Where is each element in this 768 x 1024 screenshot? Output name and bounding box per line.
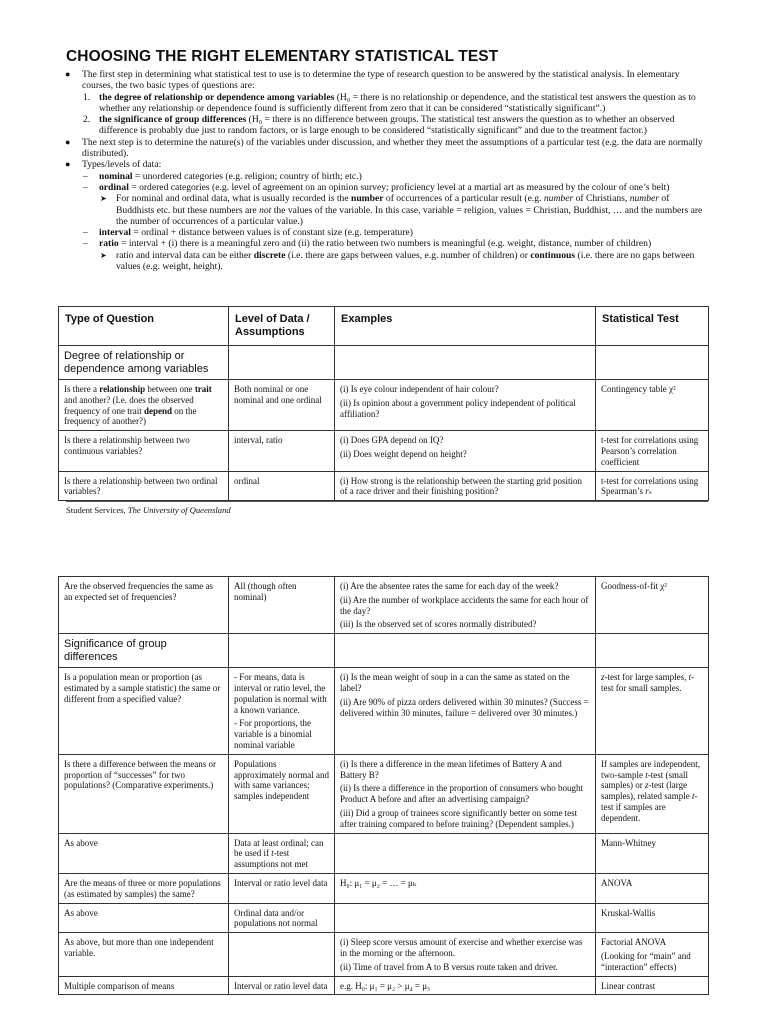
note-text: of Christians, — [573, 193, 630, 205]
dash-icon: – — [83, 181, 88, 193]
bullet-icon: ● — [65, 159, 71, 170]
cell-bold: depend — [143, 405, 172, 416]
example-text: (i) Sleep score versus amount of exercise and whether exercise was in the morning or the afternoon. — [340, 937, 583, 958]
data-type-term: ordinal — [99, 181, 129, 193]
arrow-right-icon: ➤ — [100, 194, 107, 204]
question-type-bold: the significance of group differences — [99, 114, 247, 126]
cell-text: on the frequency of another?) — [64, 405, 197, 427]
data-type-definition: = ordered categories (e.g. level of agreement on an opinion survey; proficiency level at a martial art as measured by the colour of one’s belt) — [128, 181, 670, 193]
data-type-definition: = ordinal + distance between values is of constant size (e.g. temperature) — [130, 227, 413, 239]
note-italic: not — [259, 204, 272, 216]
header-level-of-data: Level of Data / Assumptions — [229, 307, 335, 346]
level-cell — [229, 833, 335, 873]
empty-cell — [596, 634, 709, 668]
table-row — [59, 668, 709, 755]
bullet-text: Types/levels of data: — [82, 159, 162, 171]
empty-cell — [335, 833, 596, 873]
examples-cell — [335, 668, 596, 755]
data-type-nominal — [62, 171, 710, 182]
table-row — [59, 903, 709, 933]
data-type-ratio — [62, 238, 710, 249]
header-statistical-test: Statistical Test — [596, 307, 709, 346]
examples-cell — [335, 380, 596, 431]
examples-cell: H₀: μ₁ = μ₂ = … = μₖ — [335, 873, 596, 903]
test-cell — [596, 933, 709, 976]
data-type-term: nominal — [99, 170, 133, 182]
question-cell: Are the observed frequencies the same as an expected set of frequencies? — [59, 577, 229, 634]
cell-text: -test if samples are dependent. — [601, 791, 698, 823]
cell-bold: trait — [194, 384, 212, 394]
example-text: (iii) Is the observed set of scores normally distributed? — [340, 619, 537, 630]
test-cell: Kruskal-Wallis — [596, 903, 709, 933]
question-cell: Multiple comparison of means — [59, 976, 229, 995]
empty-cell — [335, 346, 596, 380]
cell-text: -test for small samples. — [601, 672, 695, 693]
test-cell — [596, 668, 709, 755]
empty-cell — [229, 634, 335, 668]
level-cell — [229, 668, 335, 755]
section-heading: Degree of relationship or dependence among variables — [59, 346, 229, 380]
level-cell: interval, ratio — [229, 431, 335, 471]
bullet-text: The next step is to determine the nature(s) of the variables under discussion, and whether they meet the assumptions of a particular test (e.g. the data are normally distributed). — [82, 136, 703, 160]
footer-university: The University of Queensland — [127, 505, 231, 515]
level-cell: Interval or ratio level data — [229, 976, 335, 995]
examples-cell: e.g. H₀: μ₁ = μ₂ > μ₄ = μ₅ — [335, 976, 596, 995]
cell-text: -test assumptions not met — [234, 848, 308, 870]
note-text: For nominal and ordinal data, what is usually recorded is the — [116, 193, 351, 205]
level-cell: Interval or ratio level data — [229, 873, 335, 903]
cell-italic: t — [271, 848, 274, 859]
note-text: the values of the variable. In this case, variable = religion, values = Christian, Buddhist, … and the numbers are the number of occurrences of a particular value.) — [116, 204, 703, 227]
document-title: CHOOSING THE RIGHT ELEMENTARY STATISTICAL TEST — [66, 48, 499, 65]
example-text: (i) Are the absentee rates the same for each day of the week? — [340, 581, 559, 591]
example-text: (ii) Is there a difference in the proportion of consumers who bought Product A before and after an advertising campaign? — [340, 783, 584, 805]
cell-italic: z — [601, 672, 605, 683]
example-text: (i) Does GPA depend on IQ? — [340, 435, 444, 446]
cell-italic: z — [645, 780, 649, 791]
cell-bold: relationship — [99, 384, 146, 394]
dash-icon: – — [83, 227, 88, 239]
level-text: - For proportions, the variable is a binomial nominal variable — [234, 718, 312, 750]
level-cell: Both nominal or one nominal and one ordinal — [229, 380, 335, 431]
statistical-tests-table-1 — [58, 306, 709, 501]
examples-cell — [335, 431, 596, 471]
test-cell: t-test for correlations using Pearson’s correlation coefficient — [596, 431, 709, 471]
cell-text: -test (large samples), related sample — [601, 780, 692, 802]
question-cell: Are the means of three or more populations (as estimated by samples) the same? — [59, 873, 229, 903]
cell-text: -test for large samples, — [604, 672, 689, 683]
cell-text: (Looking for “main” and “interaction” effects) — [601, 950, 691, 972]
dash-icon: – — [83, 238, 88, 250]
cell-text: t-test for correlations using Spearman’s — [601, 475, 699, 497]
question-cell: Is a population mean or proportion (as estimated by a sample statistic) the same or different from a specified value? — [59, 668, 229, 755]
statistical-tests-table-2 — [58, 576, 709, 995]
note-bold: number — [351, 193, 384, 205]
table-row — [59, 431, 709, 471]
list-number: 2. — [83, 114, 91, 126]
bullet-text: The first step in determining what statistical test to use is to determine the type of research question to be answered by the statistical analysis. In elementary courses, the two basic types of questions are: — [82, 69, 680, 92]
note-bold: discrete — [253, 249, 286, 261]
question-type-2 — [62, 114, 710, 137]
question-cell: As above, but more than one independent variable. — [59, 933, 229, 976]
test-cell — [596, 471, 709, 501]
header-examples: Examples — [335, 307, 596, 346]
question-cell: Is there a difference between the means or proportion of “successes” for two populations? (Comparative experiments.) — [59, 754, 229, 833]
section-heading: Significance of group differences — [59, 634, 229, 668]
question-cell: Is there a relationship between two continuous variables? — [59, 431, 229, 471]
question-cell: As above — [59, 833, 229, 873]
table-row — [59, 976, 709, 995]
table-row — [59, 471, 709, 501]
example-text: (iii) Did a group of trainees score significantly better on some test after training compared to before training? (Dependent samples.) — [340, 807, 578, 829]
test-cell: Mann-Whitney — [596, 833, 709, 873]
question-cell: Is there a relationship between two ordinal variables? — [59, 471, 229, 501]
test-cell — [596, 754, 709, 833]
cell-text: Data at least ordinal; can be used if — [234, 837, 324, 859]
example-text: (ii) Are the number of workplace accidents the same for each hour of the day? — [340, 594, 589, 616]
question-cell: As above — [59, 903, 229, 933]
note-text: (i.e. there are gaps between values, e.g. number of children) or — [285, 249, 531, 261]
data-type-term: ratio — [99, 238, 119, 250]
examples-cell: (i) How strong is the relationship between the starting grid position of a race driver and their finishing position? — [335, 471, 596, 501]
header-type-of-question: Type of Question — [59, 307, 229, 346]
cell-text: -test (small samples) or — [601, 769, 689, 791]
arrow-right-icon: ➤ — [100, 250, 107, 260]
empty-cell — [229, 346, 335, 380]
examples-cell — [335, 754, 596, 833]
cell-text: and another? (I.e. does the observed frequency of one trait — [64, 394, 194, 416]
section-row — [59, 634, 709, 668]
page-footer — [66, 501, 708, 515]
data-type-note — [62, 193, 710, 227]
example-text: (ii) Is opinion about a government policy independent of political affiliation? — [340, 397, 576, 419]
note-text: (i.e. there are no gaps between values (e.g. weight, height). — [116, 249, 695, 273]
table-header-row — [59, 307, 709, 346]
bullet-item — [62, 69, 710, 92]
bullet-icon: ● — [65, 69, 71, 79]
cell-italic: t — [688, 672, 692, 683]
example-text: (ii) Are 90% of pizza orders delivered within 30 minutes? (Success = delivered within 30 minutes, failure = delivered over 30 minutes.) — [340, 696, 589, 718]
note-italic: number — [543, 193, 574, 205]
question-type-1 — [62, 92, 710, 115]
note-text: ratio and interval data can be either — [116, 249, 254, 261]
empty-cell — [335, 634, 596, 668]
example-text: (ii) Time of travel from A to B versus route taken and driver. — [340, 961, 558, 972]
data-type-definition: = interval + (i) there is a meaningful zero and (ii) the ratio between two numbers is meaningful (e.g. weight, distance, number of children) — [118, 238, 652, 250]
test-cell: Goodness-of-fit χ² — [596, 577, 709, 634]
table-row — [59, 873, 709, 903]
list-number: 1. — [83, 91, 91, 103]
data-type-definition: = unordered categories (e.g. religion; country of birth; etc.) — [132, 170, 362, 182]
cell-italic: t — [691, 791, 695, 802]
cell-italic: t — [645, 769, 648, 780]
question-cell — [59, 380, 229, 431]
level-cell: Ordinal data and/or populations not normal — [229, 903, 335, 933]
empty-cell — [596, 346, 709, 380]
note-text: of occurrences of a particular result (e.g. — [383, 193, 544, 205]
examples-cell — [335, 577, 596, 634]
example-text: (i) Is there a difference in the mean lifetimes of Battery A and Battery B? — [340, 758, 562, 780]
empty-cell — [335, 903, 596, 933]
bullet-item — [62, 159, 710, 170]
cell-text: Factorial ANOVA — [601, 937, 667, 948]
table-row — [59, 933, 709, 976]
cell-italic: rₛ — [645, 486, 652, 497]
question-type-text: (H₀ = there is no difference between groups. The statistical test answers the question as to whether an observed difference is probably due just to random factors, or is large enough to be considered “statistically significant” and due to the treatment factor.) — [99, 114, 675, 137]
bullet-item — [62, 137, 710, 160]
section-row — [59, 346, 709, 380]
level-cell: All (though often nominal) — [229, 577, 335, 634]
intro-section — [62, 69, 710, 272]
example-text: (i) Is eye colour independent of hair colour? — [340, 384, 499, 394]
footer-text: Student Services, — [66, 505, 128, 515]
cell-text: If samples are independent, two-sample — [601, 758, 700, 780]
note-italic: number — [629, 193, 659, 205]
example-text: (i) Is the mean weight of soup in a can the same as stated on the label? — [340, 672, 570, 693]
table-row — [59, 380, 709, 431]
data-type-ordinal — [62, 182, 710, 193]
examples-cell — [335, 933, 596, 976]
data-type-term: interval — [99, 227, 131, 239]
table-row — [59, 833, 709, 873]
question-type-text: (H₀ = there is no relationship or dependence, and the statistical test answers the question as to whether any relationship or dependence found is sufficiently different from zero that it can be considered “statistically significant”.) — [99, 91, 696, 114]
test-cell: Contingency table χ² — [596, 380, 709, 431]
dash-icon: – — [83, 170, 88, 182]
cell-text: between one — [145, 384, 195, 394]
bullet-icon: ● — [65, 136, 71, 147]
level-cell: ordinal — [229, 471, 335, 501]
note-text: of Buddhists etc. but these numbers are — [116, 193, 670, 216]
data-type-interval — [62, 227, 710, 238]
level-text: - For means, data is interval or ratio level, the population is normal with a known variance. — [234, 672, 327, 715]
cell-text: Is there a — [64, 384, 100, 394]
level-cell: Populations approximately normal and with same variances; samples independent — [229, 754, 335, 833]
example-text: (ii) Does weight depend on height? — [340, 448, 467, 459]
test-cell: Linear contrast — [596, 976, 709, 995]
data-type-note — [62, 250, 710, 273]
test-cell: ANOVA — [596, 873, 709, 903]
question-type-bold: the degree of relationship or dependence among variables — [99, 91, 335, 103]
empty-cell — [229, 933, 335, 976]
note-bold: continuous — [530, 249, 576, 261]
table-row — [59, 754, 709, 833]
table-row — [59, 577, 709, 634]
